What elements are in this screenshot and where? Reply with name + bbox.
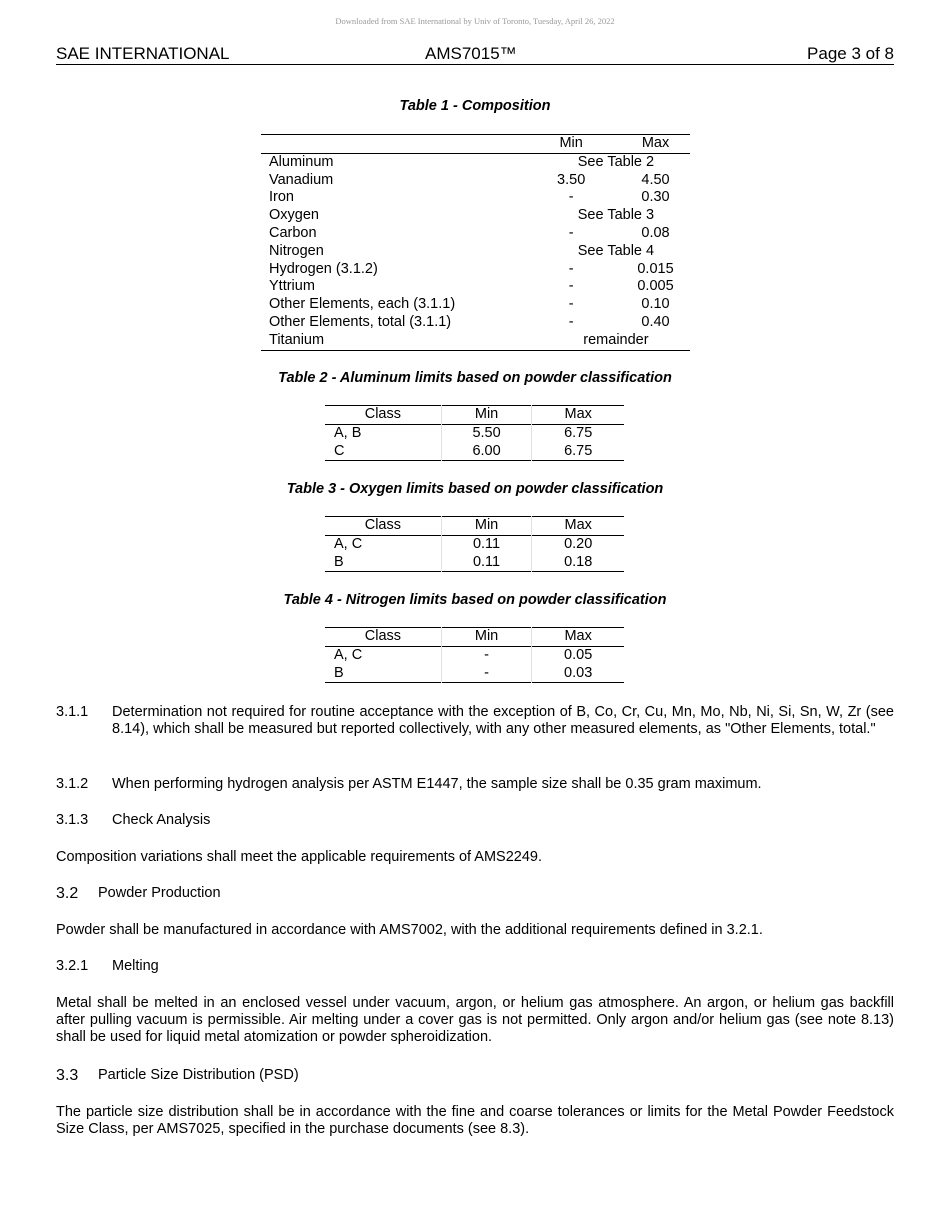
- table-row: [261, 207, 690, 225]
- element-name: Titanium: [269, 331, 325, 348]
- table-row: [261, 225, 690, 243]
- header-organization: SAE INTERNATIONAL: [56, 44, 230, 63]
- element-min: -: [568, 278, 574, 295]
- element-max: 0.08: [641, 224, 670, 241]
- table-row: [261, 332, 690, 350]
- class-cell: B: [325, 665, 441, 683]
- element-max: 0.015: [637, 260, 674, 277]
- table2-caption: Table 2 - Aluminum limits based on powder classification: [278, 370, 672, 386]
- header-class: Class: [325, 517, 441, 536]
- section-3-2-1-number: 3.2.1: [56, 958, 89, 974]
- element-name: Other Elements, each (3.1.1): [269, 296, 456, 313]
- element-span-value: See Table 4: [577, 242, 655, 259]
- element-min: -: [568, 313, 574, 330]
- nitrogen-limits-table: [325, 627, 624, 683]
- max-cell: 0.05: [564, 646, 593, 663]
- table-header-row: [261, 135, 690, 154]
- download-watermark: Downloaded from SAE International by Univ of Toronto, Tuesday, April 26, 2022: [335, 16, 615, 26]
- section-3-3-paragraph: The particle size distribution shall be in accordance with the fine and coarse tolerances or limits for the Metal Powder Feedstock Size Class, per AMS7025, specified in the purchase documents (see 8.3).: [56, 1104, 894, 1137]
- table-row: [261, 314, 690, 332]
- element-name: Carbon: [269, 224, 317, 241]
- element-min: -: [568, 189, 574, 206]
- table-row: [325, 535, 624, 553]
- table4-caption: Table 4 - Nitrogen limits based on powder classification: [283, 592, 667, 608]
- header-class: Class: [325, 628, 441, 647]
- min-cell: -: [441, 665, 532, 683]
- table-row: [261, 278, 690, 296]
- section-3-2-1-heading: Melting: [112, 958, 159, 974]
- table-row: [325, 646, 624, 664]
- section-3-1-3-number: 3.1.3: [56, 812, 89, 828]
- header-min: Min: [441, 406, 532, 425]
- element-min: -: [568, 296, 574, 313]
- element-name: Oxygen: [269, 207, 319, 224]
- element-min: 3.50: [557, 171, 586, 188]
- header-document-number: AMS7015™: [425, 44, 517, 63]
- table-row: [261, 189, 690, 207]
- table-header-row: [325, 517, 624, 536]
- table3-caption: Table 3 - Oxygen limits based on powder classification: [286, 481, 664, 497]
- table-row: [261, 296, 690, 314]
- element-max: 0.005: [637, 278, 674, 295]
- class-cell: A, C: [325, 646, 441, 664]
- element-name: Vanadium: [269, 171, 334, 188]
- table-row: [261, 153, 690, 171]
- table1-caption: Table 1 - Composition: [399, 98, 551, 114]
- section-3-2-1-paragraph: Metal shall be melted in an enclosed vessel under vacuum, argon, or helium gas atmosphere. An argon, or helium gas backfill after pulling vacuum is permissible. Air melting under a cover gas is not permitted. Only argon and/or helium gas (see note 8.13) shall be used for liquid metal atomization or powder spheroidization.: [56, 995, 894, 1045]
- table-row: [325, 665, 624, 683]
- table-row: [325, 443, 624, 461]
- element-span-value: remainder: [583, 331, 649, 348]
- header-min: Min: [559, 135, 583, 151]
- page-header: [56, 44, 894, 65]
- element-max: 0.30: [641, 189, 670, 206]
- section-3-1-3-heading: Check Analysis: [112, 812, 211, 828]
- aluminum-limits-table: [325, 405, 624, 461]
- section-3-1-3-paragraph: Composition variations shall meet the applicable requirements of AMS2249.: [56, 849, 543, 865]
- header-element: [261, 135, 542, 154]
- section-3-1-2-text: When performing hydrogen analysis per ASTM E1447, the sample size shall be 0.35 gram maximum.: [112, 776, 762, 792]
- section-3-1-1-text: Determination not required for routine acceptance with the exception of B, Co, Cr, Cu, Mn, Mo, Nb, Ni, Si, Sn, W, Zr (see 8.14), which shall be measured but reported collectively, with any other measured elements, as "Other Elements, total.": [112, 704, 894, 737]
- element-span-value: See Table 3: [577, 207, 655, 224]
- table-row: [325, 554, 624, 572]
- element-min: -: [568, 260, 574, 277]
- table-row: [261, 261, 690, 279]
- composition-table: [261, 134, 690, 351]
- class-cell: A, C: [325, 535, 441, 553]
- max-cell: 0.03: [564, 664, 593, 681]
- section-3-3-heading: Particle Size Distribution (PSD): [98, 1067, 299, 1083]
- min-cell: 5.50: [441, 424, 532, 442]
- max-cell: 6.75: [564, 442, 593, 459]
- table-row: [261, 172, 690, 190]
- table-row: [325, 424, 624, 442]
- header-min: Min: [441, 517, 532, 536]
- header-max: Max: [564, 628, 592, 644]
- header-min: Min: [441, 628, 532, 647]
- class-cell: A, B: [325, 424, 441, 442]
- header-class: Class: [325, 406, 441, 425]
- element-min: -: [568, 224, 574, 241]
- min-cell: 0.11: [441, 554, 532, 572]
- table-header-row: [325, 406, 624, 425]
- element-name: Hydrogen (3.1.2): [269, 260, 378, 277]
- section-3-1-2-number: 3.1.2: [56, 776, 89, 792]
- max-cell: 0.20: [564, 535, 593, 552]
- table-header-row: [325, 628, 624, 647]
- min-cell: 0.11: [441, 535, 532, 553]
- element-name: Nitrogen: [269, 242, 324, 259]
- element-name: Yttrium: [269, 278, 315, 295]
- section-3-2-number: 3.2: [56, 885, 79, 902]
- element-name: Iron: [269, 189, 294, 206]
- element-span-value: See Table 2: [577, 153, 655, 170]
- header-page-number: Page 3 of 8: [807, 44, 894, 63]
- header-max: Max: [564, 517, 592, 533]
- max-cell: 6.75: [564, 424, 593, 441]
- class-cell: C: [325, 443, 441, 461]
- min-cell: 6.00: [441, 443, 532, 461]
- header-max: Max: [641, 135, 670, 151]
- min-cell: -: [441, 646, 532, 664]
- element-max: 0.40: [641, 313, 670, 330]
- header-max: Max: [564, 406, 592, 422]
- element-max: 4.50: [641, 171, 670, 188]
- element-max: 0.10: [641, 296, 670, 313]
- table-row: [261, 243, 690, 261]
- section-3-1-1-number: 3.1.1: [56, 704, 89, 720]
- section-3-2-paragraph: Powder shall be manufactured in accordance with AMS7002, with the additional requirements defined in 3.2.1.: [56, 922, 763, 938]
- element-name: Aluminum: [269, 153, 334, 170]
- section-3-2-heading: Powder Production: [98, 885, 221, 901]
- element-name: Other Elements, total (3.1.1): [269, 313, 452, 330]
- max-cell: 0.18: [564, 553, 593, 570]
- section-3-3-number: 3.3: [56, 1067, 79, 1084]
- oxygen-limits-table: [325, 516, 624, 572]
- class-cell: B: [325, 554, 441, 572]
